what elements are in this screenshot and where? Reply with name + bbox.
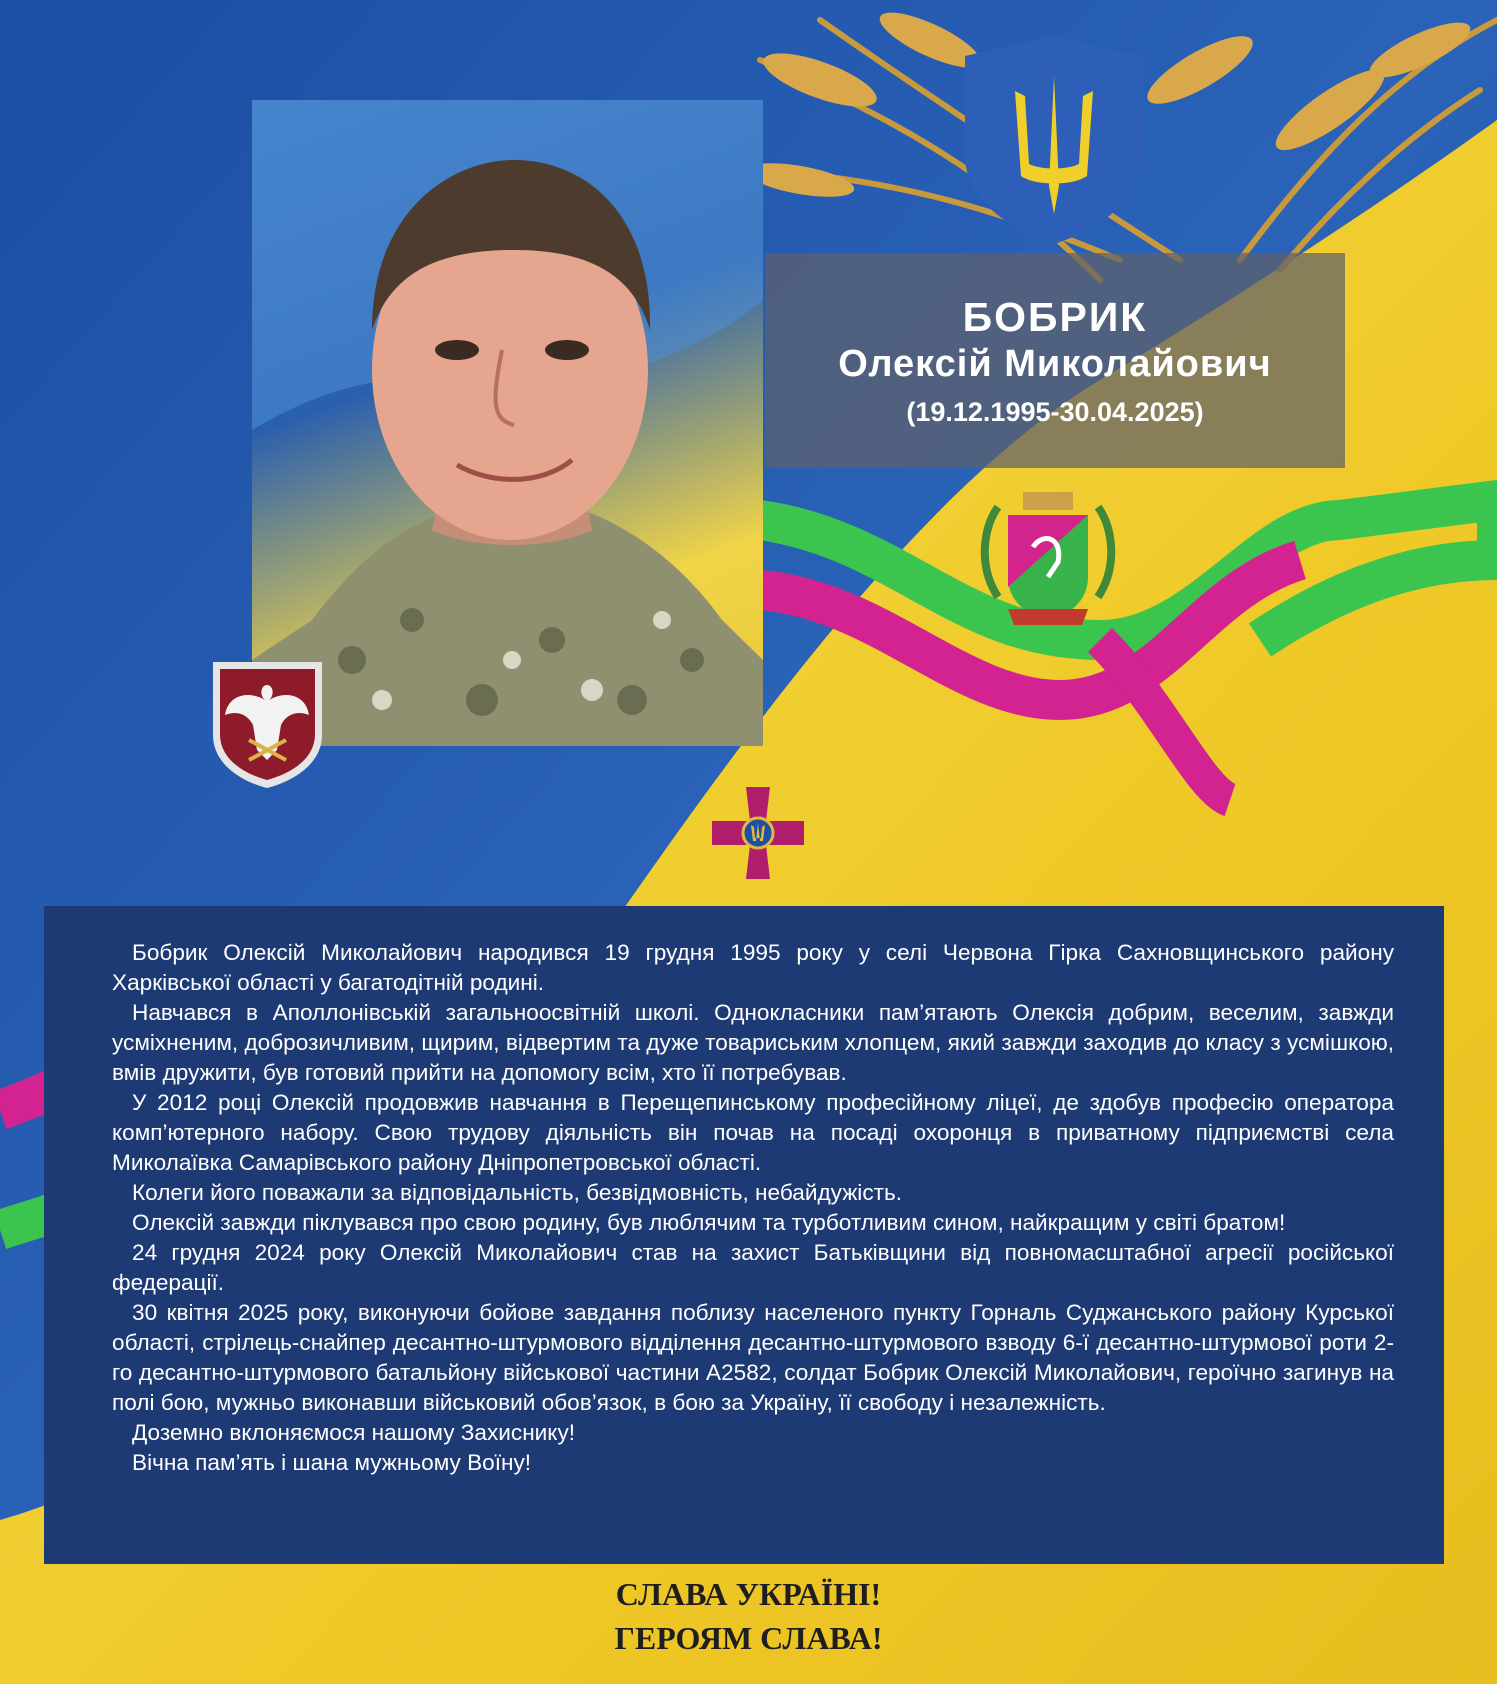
portrait-photo <box>252 100 763 746</box>
biography-paragraph: 24 грудня 2024 року Олексій Миколайович став на захист Батьківщини від повномасштабної агресії російської федерації. <box>112 1240 1394 1295</box>
biography-paragraph: Бобрик Олексій Миколайович народився 19 грудня 1995 року у селі Червона Гірка Сахновщинського району Харківської області у багатодітній родині. <box>112 940 1394 995</box>
hero-dates: (19.12.1995-30.04.2025) <box>906 397 1204 427</box>
brigade-eagle-shield-icon <box>211 660 324 790</box>
biography-paragraph: Вічна пам’ять і шана мужньому Воїну! <box>132 1450 532 1475</box>
biography-paragraph: 30 квітня 2025 року, виконуючи бойове завдання поблизу населеного пункту Горналь Суджанського району Курської області, стрілець-снайпер десантно-штурмового відділення десантно-штурмового взводу 6-ї десантно-штурмової роти 2-го десантно-штурмового батальйону військової частини А2582, солдат Бобрик Олексій Миколайович, героїчно загинув на полі бою, мужньо виконавши військовий обов’язок, в бою за Україну, її свободу і незалежність. <box>112 1300 1394 1415</box>
biography-paragraph: У 2012 році Олексій продовжив навчання в Перещепинському професійному ліцеї, де здобув професію оператора комп’ютерного набору. Свою трудову діяльність він почав на посаді охоронця в приватному підприємстві села Миколаївка Самарівського району Дніпропетровської області. <box>112 1090 1394 1175</box>
slogan-glory-ukraine: СЛАВА УКРАЇНІ! <box>615 1576 882 1612</box>
hero-given-names: Олексій Миколайович <box>838 343 1272 385</box>
biography-panel <box>44 906 1444 1564</box>
trident-shield-icon <box>955 36 1153 244</box>
hero-surname: БОБРИК <box>962 294 1148 340</box>
biography-paragraph: Доземно вклоняємося нашому Захиснику! <box>132 1420 576 1445</box>
biography-paragraph: Колеги його поважали за відповідальність, безвідмовність, небайдужість. <box>132 1180 903 1205</box>
biography-paragraph: Олексій завжди піклувався про свою родину, був люблячим та турботливим сином, найкращим у світі братом! <box>132 1210 1286 1235</box>
community-coat-of-arms-icon <box>978 487 1118 632</box>
biography-paragraph: Навчався в Аполлонівській загальноосвітній школі. Однокласники пам’ятають Олексія добрим, веселим, завжди усміхненим, доброзичливим, щирим, відвертим та дуже товариським хлопцем, який завжди заходив до класу з усмішкою, вмів дружити, був готовий прийти на допомогу всім, хто її потребував. <box>112 1000 1394 1085</box>
armed-forces-cross-icon <box>712 787 804 879</box>
slogan-glory-heroes: ГЕРОЯМ СЛАВА! <box>614 1620 883 1656</box>
